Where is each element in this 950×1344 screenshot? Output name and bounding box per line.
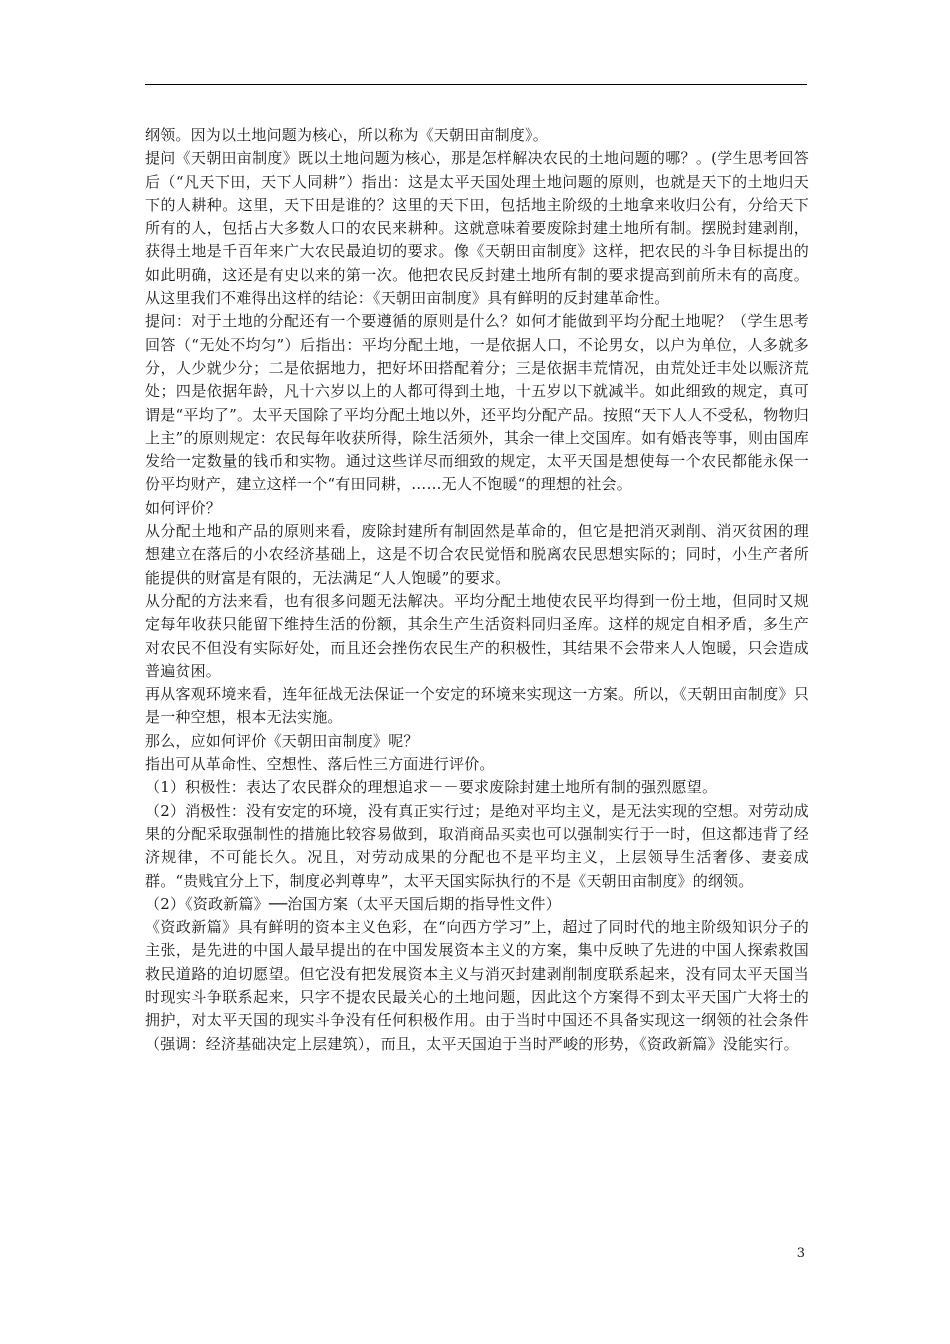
- paragraph-1: 纲领。因为以土地问题为核心，所以称为《天朝田亩制度》。: [145, 126, 548, 144]
- paragraph-4: 如何评价？: [145, 498, 222, 517]
- paragraph-11: （2）消极性：没有安定的环境，没有真正实行过；是绝对平均主义，是无法实现的空想。对劳动成果的分配采取强制性的措施比较容易做到，取消商品买卖也可以强制实行于一时，但这都违背了经济规律，不可能长久。况且，对劳动成果的分配也不是平均主义，上层领导生活奢侈、妻妾成群。“贵贱宜分上下，制度必判尊卑”，太平天国实际执行的不是《天朝田亩制度》的纲领。: [145, 801, 809, 890]
- paragraph-6: 从分配的方法来看，也有很多问题无法解决。平均分配土地使农民平均得到一份土地，但同时又规定每年收获只能留下维持生活的份额，其余生产生活资料同归圣库。这样的规定自相矛盾，多生产对农民不但没有实际好处，而且还会挫伤农民生产的积极性，其结果不会带来人人饱暖，只会造成普遍贫困。: [145, 591, 809, 680]
- header-rule: [145, 84, 807, 85]
- paragraph-9: 指出可从革命性、空想性、落后性三方面进行评价。: [145, 755, 495, 774]
- paragraph-8: 那么，应如何评价《天朝田亩制度》呢？: [145, 731, 419, 750]
- paragraph-7: 再从客观环境来看，连年征战无法保证一个安定的环境来实现这一方案。所以，《天朝田亩制度》只是一种空想，根本无法实施。: [145, 685, 809, 727]
- paragraph-2: 提问《天朝田亩制度》既以土地问题为核心，那是怎样解决农民的土地问题的哪？。(学生思考回答后（“凡天下田，天下人同耕”）指出：这是太平天国处理土地问题的原则，也就是天下的土地归天下的人耕种。这里，天下田是谁的？这里的天下田，包括地主阶级的土地拿来收归公有，分给天下所有的人，包括占大多数人口的农民来耕种。这就意味着要废除封建土地所有制。摆脱封建剥削，获得土地是千百年来广大农民最迫切的要求。像《天朝田亩制度》这样，把农民的斗争目标提出的如此明确，这还是有史以来的第一次。他把农民反封建土地所有制的要求提高到前所未有的高度。从这里我们不难得出这样的结论：《天朝田亩制度》具有鲜明的反封建革命性。: [145, 149, 809, 308]
- paragraph-12: （2）《资政新篇》──治国方案（太平天国后期的指导性文件）: [145, 894, 561, 913]
- paragraph-5: 从分配土地和产品的原则来看，废除封建所有制固然是革命的，但它是把消灭剥削、消灭贫困的理想建立在落后的小农经济基础上，这是不切合农民觉悟和脱离农民思想实际的；同时，小生产者所能提供的财富是有限的，无法满足“人人饱暖”的要求。: [145, 522, 809, 587]
- paragraph-10: （1）积极性：表达了农民群众的理想追求－－要求废除封建土地所有制的强烈愿望。: [145, 778, 718, 797]
- paragraph-13: 《资政新篇》具有鲜明的资本主义色彩，在“向西方学习”上，超过了同时代的地主阶级知识分子的主张，是先进的中国人最早提出的在中国发展资本主义的方案，集中反映了先进的中国人探索救国救民道路的迫切愿望。但它没有把发展资本主义与消灭封建剥削制度联系起来，没有同太平天国当时现实斗争联系起来，只字不提农民最关心的土地问题，因此这个方案得不到太平天国广大将士的拥护，对太平天国的现实斗争没有任何积极作用。由于当时中国还不具备实现这一纲领的社会条件（强调：经济基础决定上层建筑），而且，太平天国迫于当时严峻的形势，《资政新篇》没能实行。: [145, 918, 809, 1053]
- document-body: [145, 124, 809, 1056]
- paragraph-3: 提问：对于土地的分配还有一个要遵循的原则是什么？如何才能做到平均分配土地呢？（学生思考回答（“无处不均匀”）后指出：平均分配土地，一是依据人口，不论男女，以户为单位，人多就多分，人少就少分；二是依据地力，把好坏田搭配着分；三是依据丰荒情况，由荒处迁丰处以赈济荒处；四是依据年龄，凡十六岁以上的人都可得到土地，十五岁以下就减半。如此细致的规定，真可谓是“平均了”。太平天国除了平均分配土地以外，还平均分配产品。按照“天下人人不受私，物物归上主”的原则规定：农民每年收获所得，除生活须外，其余一律上交国库。如有婚丧等事，则由国库发给一定数量的钱币和实物。通过这些详尽而细致的规定，太平天国是想使每一个农民都能永保一份平均财产，建立这样一个“有田同耕，……无人不饱暖“的理想的社会。: [145, 312, 809, 494]
- page-number: 3: [796, 1246, 805, 1261]
